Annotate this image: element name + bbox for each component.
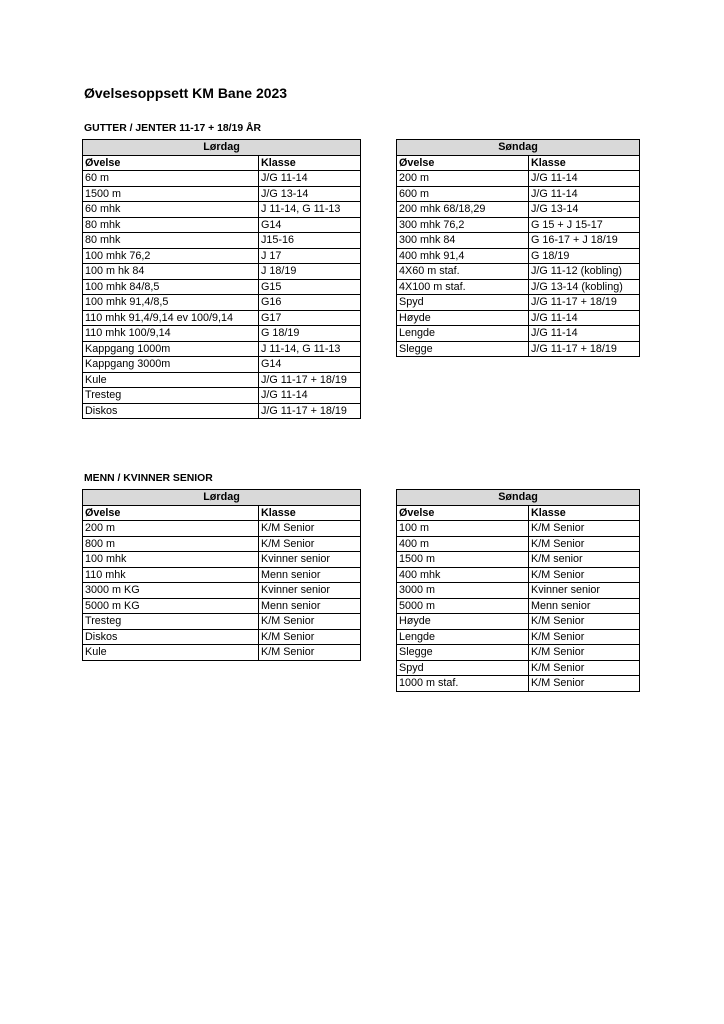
cell-event: Tresteg (83, 388, 259, 404)
table-day-row (83, 140, 361, 156)
cell-class: Kvinner senior (259, 583, 361, 599)
table-row (397, 629, 640, 645)
cell-event: 110 mhk (83, 567, 259, 583)
table-row (397, 295, 640, 311)
table-row (397, 202, 640, 218)
table-row (83, 186, 361, 202)
day-header: Søndag (397, 140, 640, 156)
table-row (397, 552, 640, 568)
table-row (83, 357, 361, 373)
cell-class: K/M Senior (529, 660, 640, 676)
cell-event: 110 mhk 91,4/9,14 ev 100/9,14 (83, 310, 259, 326)
day-header: Lørdag (83, 140, 361, 156)
column-header-event: Øvelse (397, 155, 529, 171)
cell-event: 5000 m KG (83, 598, 259, 614)
table-row (83, 388, 361, 404)
table-row (83, 583, 361, 599)
cell-class: K/M Senior (259, 536, 361, 552)
cell-class: J/G 13-14 (kobling) (529, 279, 640, 295)
cell-class: Kvinner senior (259, 552, 361, 568)
table-row (397, 598, 640, 614)
cell-event: 100 mhk 84/8,5 (83, 279, 259, 295)
table-row (83, 403, 361, 419)
cell-event: Kappgang 3000m (83, 357, 259, 373)
cell-event: 4X60 m staf. (397, 264, 529, 280)
cell-event: 600 m (397, 186, 529, 202)
table-row (397, 233, 640, 249)
cell-event: 800 m (83, 536, 259, 552)
cell-event: 60 m (83, 171, 259, 187)
table-column-header-row (83, 505, 361, 521)
cell-event: Kule (83, 372, 259, 388)
table-row (83, 326, 361, 342)
cell-class: Menn senior (529, 598, 640, 614)
cell-class: J/G 11-12 (kobling) (529, 264, 640, 280)
table-row (83, 567, 361, 583)
cell-event: 400 mhk (397, 567, 529, 583)
table-row (83, 372, 361, 388)
table-row (397, 583, 640, 599)
cell-event: 1500 m (83, 186, 259, 202)
cell-event: Høyde (397, 310, 529, 326)
table-row (397, 521, 640, 537)
cell-event: 100 m hk 84 (83, 264, 259, 280)
cell-class: J/G 11-17 + 18/19 (259, 372, 361, 388)
cell-class: K/M Senior (259, 645, 361, 661)
cell-event: Kappgang 1000m (83, 341, 259, 357)
cell-class: J/G 11-14 (259, 388, 361, 404)
table-row (83, 598, 361, 614)
cell-class: G 16-17 + J 18/19 (529, 233, 640, 249)
cell-class: J/G 11-17 + 18/19 (529, 341, 640, 357)
day-header: Lørdag (83, 490, 361, 506)
table-row (83, 521, 361, 537)
cell-class: G 15 + J 15-17 (529, 217, 640, 233)
cell-class: K/M Senior (259, 614, 361, 630)
cell-class: K/M Senior (529, 614, 640, 630)
cell-event: 60 mhk (83, 202, 259, 218)
table-row (83, 171, 361, 187)
cell-class: J 18/19 (259, 264, 361, 280)
table-row (83, 341, 361, 357)
table-day-row (397, 490, 640, 506)
cell-event: Kule (83, 645, 259, 661)
column-header-class: Klasse (529, 505, 640, 521)
table-row (83, 264, 361, 280)
cell-class: G 18/19 (529, 248, 640, 264)
cell-event: 100 m (397, 521, 529, 537)
table-row (83, 629, 361, 645)
cell-class: J/G 13-14 (259, 186, 361, 202)
column-header-event: Øvelse (397, 505, 529, 521)
cell-event: 100 mhk (83, 552, 259, 568)
column-header-class: Klasse (259, 155, 361, 171)
cell-event: Diskos (83, 403, 259, 419)
table-row (83, 202, 361, 218)
cell-event: 1500 m (397, 552, 529, 568)
cell-event: Slegge (397, 645, 529, 661)
cell-event: 400 m (397, 536, 529, 552)
cell-class: Menn senior (259, 567, 361, 583)
table-row (397, 248, 640, 264)
cell-event: 100 mhk 91,4/8,5 (83, 295, 259, 311)
table-row (83, 217, 361, 233)
table-row (397, 341, 640, 357)
column-header-class: Klasse (259, 505, 361, 521)
cell-class: J/G 11-14 (529, 186, 640, 202)
table-row (397, 614, 640, 630)
table-row (397, 676, 640, 692)
cell-event: Lengde (397, 629, 529, 645)
table-senior-sunday (396, 489, 640, 692)
table-row (397, 326, 640, 342)
table-day-row (397, 140, 640, 156)
column-header-event: Øvelse (83, 155, 259, 171)
table-row (397, 660, 640, 676)
cell-class: J/G 13-14 (529, 202, 640, 218)
table-row (397, 279, 640, 295)
cell-class: K/M Senior (529, 676, 640, 692)
cell-class: J15-16 (259, 233, 361, 249)
cell-event: Slegge (397, 341, 529, 357)
table-youth-saturday (82, 139, 361, 419)
cell-event: 80 mhk (83, 217, 259, 233)
table-youth-sunday (396, 139, 640, 357)
document-title: Øvelsesoppsett KM Bane 2023 (84, 85, 288, 101)
table-row (83, 310, 361, 326)
cell-class: K/M senior (529, 552, 640, 568)
cell-event: Spyd (397, 295, 529, 311)
cell-class: J/G 11-14 (529, 310, 640, 326)
cell-class: J/G 11-17 + 18/19 (529, 295, 640, 311)
cell-class: J 11-14, G 11-13 (259, 341, 361, 357)
table-row (397, 567, 640, 583)
cell-event: 100 mhk 76,2 (83, 248, 259, 264)
table-row (397, 536, 640, 552)
table-row (397, 217, 640, 233)
table-row (83, 614, 361, 630)
cell-class: K/M Senior (259, 521, 361, 537)
cell-class: G15 (259, 279, 361, 295)
cell-class: J/G 11-14 (529, 326, 640, 342)
section-heading-senior: MENN / KVINNER SENIOR (84, 473, 213, 484)
table-column-header-row (397, 155, 640, 171)
cell-class: G14 (259, 357, 361, 373)
cell-event: 300 mhk 84 (397, 233, 529, 249)
table-row (83, 233, 361, 249)
cell-event: 1000 m staf. (397, 676, 529, 692)
cell-class: J 11-14, G 11-13 (259, 202, 361, 218)
cell-event: Høyde (397, 614, 529, 630)
table-column-header-row (397, 505, 640, 521)
cell-event: 200 m (397, 171, 529, 187)
cell-event: 80 mhk (83, 233, 259, 249)
cell-class: Menn senior (259, 598, 361, 614)
cell-class: J 17 (259, 248, 361, 264)
day-header: Søndag (397, 490, 640, 506)
cell-class: K/M Senior (529, 567, 640, 583)
cell-class: J/G 11-14 (259, 171, 361, 187)
cell-event: 5000 m (397, 598, 529, 614)
cell-event: 110 mhk 100/9,14 (83, 326, 259, 342)
table-column-header-row (83, 155, 361, 171)
table-row (397, 171, 640, 187)
cell-event: 400 mhk 91,4 (397, 248, 529, 264)
cell-event: 200 mhk 68/18,29 (397, 202, 529, 218)
cell-class: G14 (259, 217, 361, 233)
cell-event: Spyd (397, 660, 529, 676)
cell-class: K/M Senior (529, 629, 640, 645)
cell-class: J/G 11-17 + 18/19 (259, 403, 361, 419)
cell-event: 200 m (83, 521, 259, 537)
cell-event: Lengde (397, 326, 529, 342)
table-row (83, 645, 361, 661)
column-header-class: Klasse (529, 155, 640, 171)
table-row (83, 295, 361, 311)
table-row (397, 310, 640, 326)
cell-event: 300 mhk 76,2 (397, 217, 529, 233)
cell-event: 3000 m KG (83, 583, 259, 599)
section-heading-youth: GUTTER / JENTER 11-17 + 18/19 ÅR (84, 123, 261, 134)
table-row (397, 264, 640, 280)
cell-class: G17 (259, 310, 361, 326)
table-row (83, 279, 361, 295)
table-row (83, 536, 361, 552)
cell-class: K/M Senior (529, 536, 640, 552)
cell-event: 4X100 m staf. (397, 279, 529, 295)
cell-event: 3000 m (397, 583, 529, 599)
cell-event: Tresteg (83, 614, 259, 630)
cell-class: K/M Senior (529, 645, 640, 661)
table-senior-saturday (82, 489, 361, 661)
cell-class: J/G 11-14 (529, 171, 640, 187)
table-row (83, 552, 361, 568)
cell-class: G 18/19 (259, 326, 361, 342)
table-row (397, 186, 640, 202)
cell-class: G16 (259, 295, 361, 311)
cell-class: Kvinner senior (529, 583, 640, 599)
cell-class: K/M Senior (259, 629, 361, 645)
cell-event: Diskos (83, 629, 259, 645)
table-row (83, 248, 361, 264)
table-day-row (83, 490, 361, 506)
cell-class: K/M Senior (529, 521, 640, 537)
table-row (397, 645, 640, 661)
column-header-event: Øvelse (83, 505, 259, 521)
